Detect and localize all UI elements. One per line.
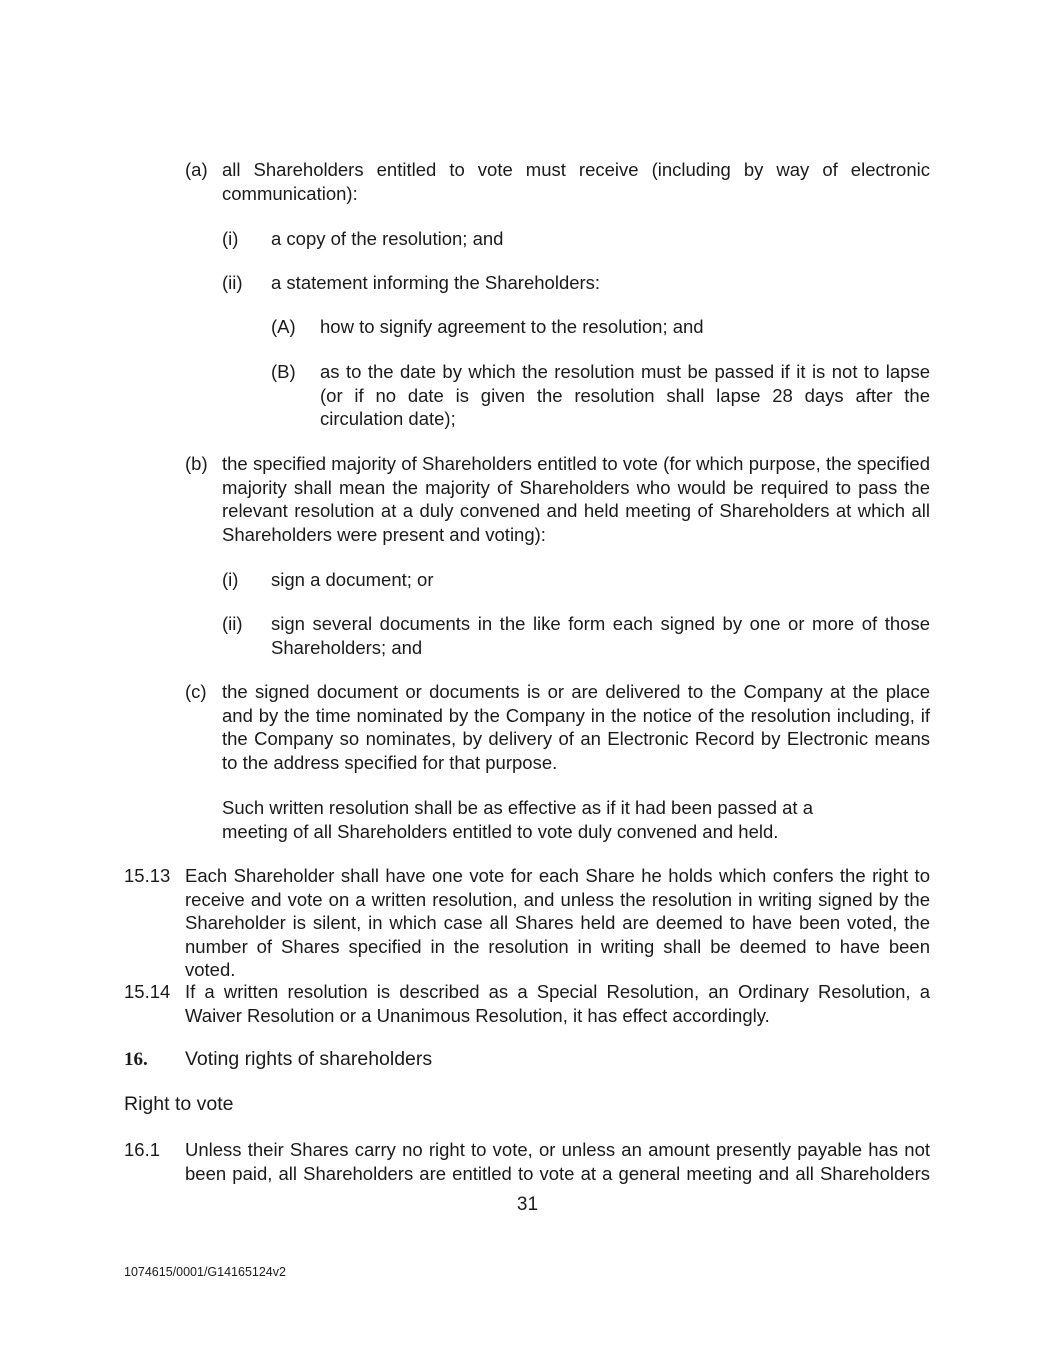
item-b-i-text: sign a document; or xyxy=(271,569,434,590)
item-a-i-label: (i) xyxy=(222,228,239,249)
item-a-ii-A-text: how to signify agreement to the resolution; and xyxy=(320,316,704,337)
clause-16-1-number: 16.1 xyxy=(124,1139,161,1160)
item-a-ii-B-label: (B) xyxy=(271,361,296,382)
item-a-ii-label: (ii) xyxy=(222,272,243,293)
clause-15-13-text: Each Shareholder shall have one vote for each Share he holds which confers the right to receive and vote on a written resolution, and unless the resolution in writing signed by the Shareholder is silent, in which case all Shares held are deemed to have been voted, the number of Shares specified in the resolution in writing shall be deemed to have been voted. xyxy=(185,865,930,980)
item-a-label: (a) xyxy=(185,159,208,180)
item-a-text: all Shareholders entitled to vote must receive (including by way of electronic communication): xyxy=(222,159,930,204)
subheading-right-to-vote: Right to vote xyxy=(124,1093,234,1115)
item-a-ii-B-text: as to the date by which the resolution must be passed if it is not to lapse (or if no date is given the resolution shall lapse 28 days after the circulation date); xyxy=(320,361,930,429)
item-a-i-text: a copy of the resolution; and xyxy=(271,228,504,249)
section-16-title: Voting rights of shareholders xyxy=(185,1048,433,1070)
effect-paragraph: Such written resolution shall be as effective as if it had been passed at a meeting of all Shareholders entitled to vote duly convened and held. xyxy=(222,797,813,842)
footer-document-reference: 1074615/0001/G14165124v2 xyxy=(124,1265,286,1279)
clause-16-1-text: Unless their Shares carry no right to vote, or unless an amount presently payable has not been paid, all Shareholders are entitled to vote at a general meeting and all Shareholders xyxy=(185,1139,930,1184)
item-b-i-label: (i) xyxy=(222,569,239,590)
page-number: 31 xyxy=(516,1194,539,1215)
section-16-number: 16. xyxy=(124,1049,148,1070)
clause-15-14-number: 15.14 xyxy=(124,981,171,1002)
clause-15-14-text: If a written resolution is described as a Special Resolution, an Ordinary Resolution, a Waiver Resolution or a Unanimous Resolution, it has effect accordingly. xyxy=(185,981,930,1026)
item-b-ii-text: sign several documents in the like form each signed by one or more of those Shareholders; and xyxy=(271,613,930,658)
item-a-ii-text: a statement informing the Shareholders: xyxy=(271,272,601,293)
item-b-label: (b) xyxy=(185,453,208,474)
item-a-ii-A-label: (A) xyxy=(271,316,296,337)
item-b-ii-label: (ii) xyxy=(222,613,243,634)
item-c-text: the signed document or documents is or are delivered to the Company at the place and by the time nominated by the Company in the notice of the resolution including, if the Company so nominates, by delivery of an Electronic Record by Electronic means to the address specified for that purpose. xyxy=(222,681,930,773)
clause-15-13-number: 15.13 xyxy=(124,865,171,886)
item-c-label: (c) xyxy=(185,681,207,702)
item-b-text: the specified majority of Shareholders entitled to vote (for which purpose, the specified majority shall mean the majority of Shareholders who would be required to pass the relevant resolution at a duly convened and held meeting of Shareholders at which all Shareholders were present and voting): xyxy=(222,453,930,545)
